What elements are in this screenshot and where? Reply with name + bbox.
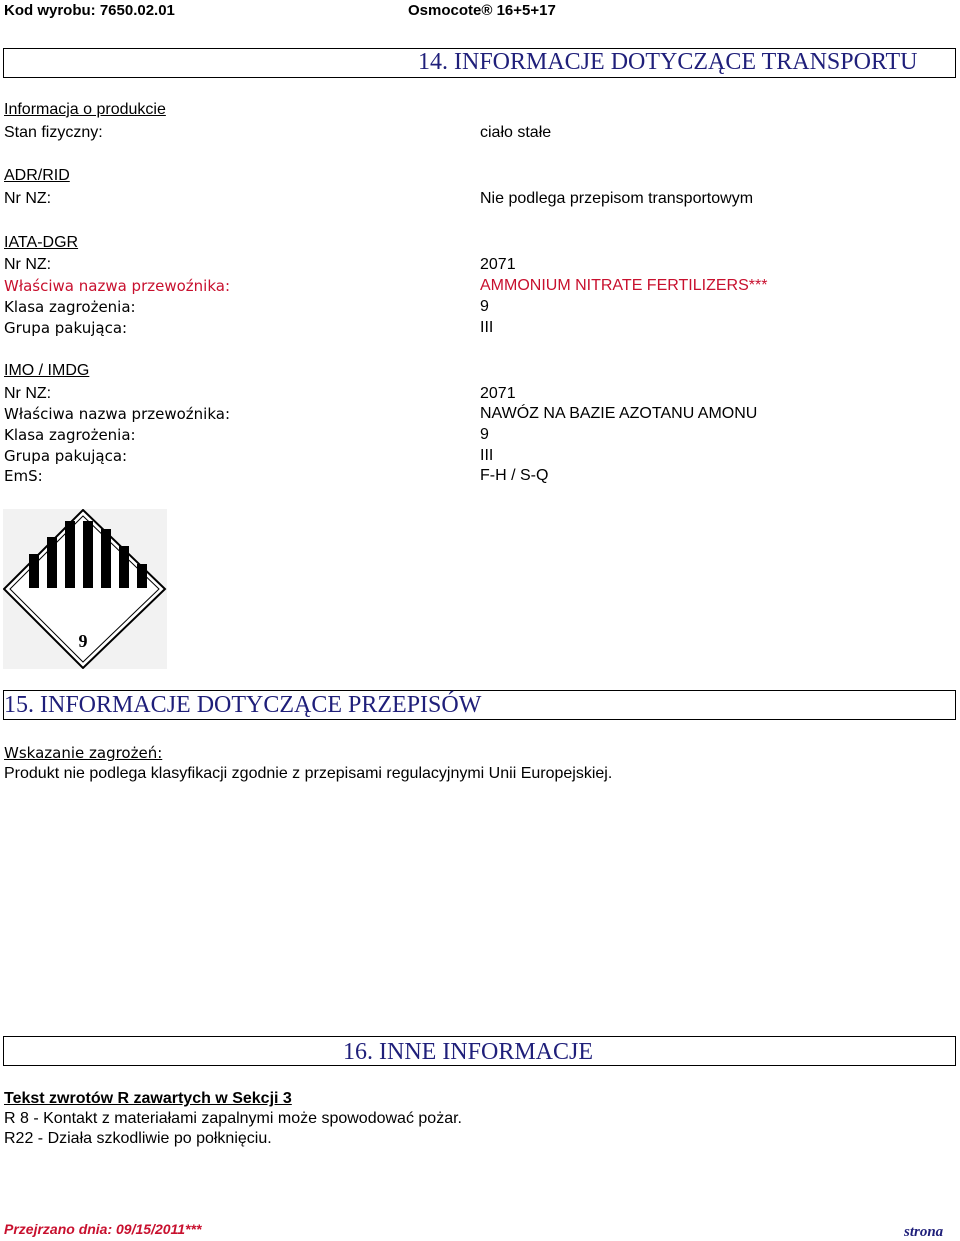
product-code: Kod wyrobu: 7650.02.01	[4, 2, 175, 19]
hazard-indication-text: Produkt nie podlega klasyfikacji zgodnie z przepisami regulacyjnymi Unii Europejskiej.	[4, 765, 613, 782]
imo-hazard-class-label: Klasa zagrożenia:	[4, 426, 136, 444]
imo-ems-label: EmS:	[4, 467, 43, 485]
imo-shipping-name-label: Właściwa nazwa przewoźnika:	[4, 405, 230, 423]
imo-ems-value: F-H / S-Q	[480, 467, 549, 484]
adr-rid-heading: ADR/RID	[4, 167, 70, 184]
adr-un-label: Nr NZ:	[4, 190, 52, 207]
imo-packing-group-label: Grupa pakująca:	[4, 447, 128, 465]
r-phrases-heading: Tekst zwrotów R zawartych w Sekcji 3	[4, 1090, 292, 1107]
imo-un-value: 2071	[480, 385, 516, 402]
product-info-heading: Informacja o produkcie	[4, 101, 166, 118]
section-16-title: 16. INNE INFORMACJE	[343, 1039, 594, 1065]
iata-heading: IATA-DGR	[4, 234, 79, 251]
iata-un-label: Nr NZ:	[4, 256, 52, 273]
iata-packing-group-label: Grupa pakująca:	[4, 319, 128, 337]
iata-un-value: 2071	[480, 256, 516, 273]
iata-packing-group-value: III	[480, 319, 494, 336]
hazard-indication-heading: Wskazanie zagrożeń:	[4, 744, 163, 762]
section-14-title: 14. INFORMACJE DOTYCZĄCE TRANSPORTU	[418, 49, 918, 75]
state-value: ciało stałe	[480, 124, 552, 141]
hazard-label-class-9	[3, 509, 167, 669]
page-label: strona	[904, 1224, 944, 1240]
product-name: Osmocote® 16+5+17	[408, 2, 556, 19]
revision-date: Przejrzano dnia: 09/15/2011***	[4, 1221, 202, 1237]
imo-hazard-class-value: 9	[480, 426, 489, 443]
state-label: Stan fizyczny:	[4, 124, 103, 141]
imo-shipping-name-value: NAWÓZ NA BAZIE AZOTANU AMONU	[480, 405, 758, 422]
r-phrase-item: R22 - Działa szkodliwie po połknięciu.	[4, 1130, 272, 1147]
imo-packing-group-value: III	[480, 447, 494, 464]
hazard-label-number: 9	[78, 631, 88, 651]
iata-shipping-name-label: Właściwa nazwa przewoźnika:	[4, 277, 230, 295]
iata-hazard-class-value: 9	[480, 298, 489, 315]
imo-heading: IMO / IMDG	[4, 362, 90, 379]
adr-un-value: Nie podlega przepisom transportowym	[480, 190, 754, 207]
iata-hazard-class-label: Klasa zagrożenia:	[4, 298, 136, 316]
section-15-title: 15. INFORMACJE DOTYCZĄCE PRZEPISÓW	[4, 692, 482, 718]
hazard-diamond-icon	[3, 509, 167, 669]
r-phrase-item: R 8 - Kontakt z materiałami zapalnymi może spowodować pożar.	[4, 1110, 462, 1127]
iata-shipping-name-value: AMMONIUM NITRATE FERTILIZERS***	[480, 277, 768, 294]
imo-un-label: Nr NZ:	[4, 385, 52, 402]
